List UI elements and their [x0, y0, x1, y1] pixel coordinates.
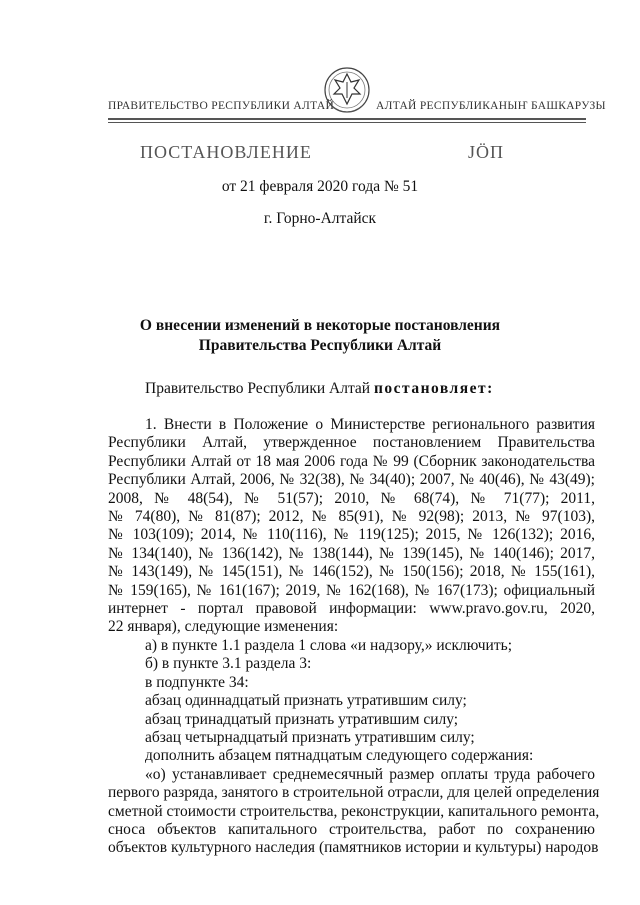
preamble-verb: постановляет:: [373, 380, 494, 397]
coat-of-arms-emblem: [322, 60, 372, 126]
item-1-line: № 103(109); 2014, № 110(116), № 119(125); 2015, № 126(132); 2016,: [108, 526, 595, 544]
header-divider-thick: [108, 118, 586, 120]
paragraph-o-line: объектов культурного наследия (памятников истории и культуры) народов: [108, 839, 599, 857]
item-1-line: 1. Внести в Положение о Министерстве регионального развития: [145, 416, 595, 433]
item-1-line: № 134(140), № 136(142), № 138(144), № 139(145), № 140(146); 2017,: [108, 544, 595, 562]
item-1-line: Республики Алтай от 18 мая 2006 года № 99 (Сборник законодательства: [108, 452, 595, 470]
title-line-1: О внесении изменений в некоторые постановления: [139, 317, 501, 334]
paragraph-o-line: сметной стоимости строительства, реконструкции, капитального ремонта,: [108, 802, 600, 820]
city: г. Горно-Алтайск: [263, 210, 377, 227]
item-1-line: Республики Алтай, 2006, № 32(38), № 34(40); 2007, № 40(46), № 43(49);: [108, 471, 595, 489]
sub-item-b: б) в пункте 3.1 раздела 3:: [145, 655, 312, 673]
title-line-2: Правительства Республики Алтай: [198, 337, 442, 354]
sub-item-paragraph-14: абзац четырнадцатый признать утратившим силу;: [145, 728, 475, 746]
sub-item-paragraph-13: абзац тринадцатый признать утратившим силу;: [145, 710, 459, 728]
preamble: [108, 380, 595, 398]
paragraph-o-line: первого разряда, занятого в строительной отрасли, для целей определения: [108, 784, 600, 802]
document-title: [0, 316, 640, 356]
preamble-text: Правительство Республики Алтай: [145, 380, 374, 397]
header-government-name-altai: АЛТАЙ РЕСПУБЛИКАНЫҤ БАШКАРУЗЫ: [376, 100, 606, 112]
document-type-ru: ПОСТАНОВЛЕНИЕ: [140, 142, 312, 162]
header-government-name: ПРАВИТЕЛЬСТВО РЕСПУБЛИКИ АЛТАЙ: [108, 100, 335, 112]
item-1-line: 2008, № 48(54), № 51(57); 2010, № 68(74), № 71(77); 2011,: [108, 489, 595, 507]
sub-item-paragraph-11: абзац одиннадцатый признать утратившим силу;: [145, 692, 467, 710]
item-1-line: № 74(80), № 81(87); 2012, № 85(91), № 92(98); 2013, № 97(103),: [108, 508, 595, 526]
item-1-line: интернет - портал правовой информации: www.pravo.gov.ru, 2020,: [108, 600, 595, 618]
item-1: [108, 416, 600, 858]
header-divider-thin: [108, 122, 586, 123]
item-1-line: № 143(149), № 145(151), № 146(152), № 150(156); 2018, № 155(161),: [108, 563, 595, 581]
item-1-line: № 159(165), № 161(167); 2019, № 162(168), № 167(173); официальный: [108, 581, 595, 599]
paragraph-o-line: сноса объектов капитального строительства, работ по сохранению: [108, 820, 595, 838]
paragraph-o-line: «о) устанавливает среднемесячный размер оплаты труда рабочего: [145, 765, 595, 783]
sub-item-add-paragraph-15: дополнить абзацем пятнадцатым следующего содержания:: [145, 747, 534, 765]
date-and-number: от 21 февраля 2020 года № 51: [221, 178, 419, 195]
item-1-line: Республики Алтай, утвержденное постановлением Правительства: [108, 434, 595, 452]
document-type-altai: ЈӦП: [468, 142, 505, 162]
sub-item-a: а) в пункте 1.1 раздела 1 слова «и надзору,» исключить;: [145, 636, 513, 654]
sub-item-34: в подпункте 34:: [145, 673, 249, 691]
item-1-line: 22 января), следующие изменения:: [108, 618, 339, 636]
